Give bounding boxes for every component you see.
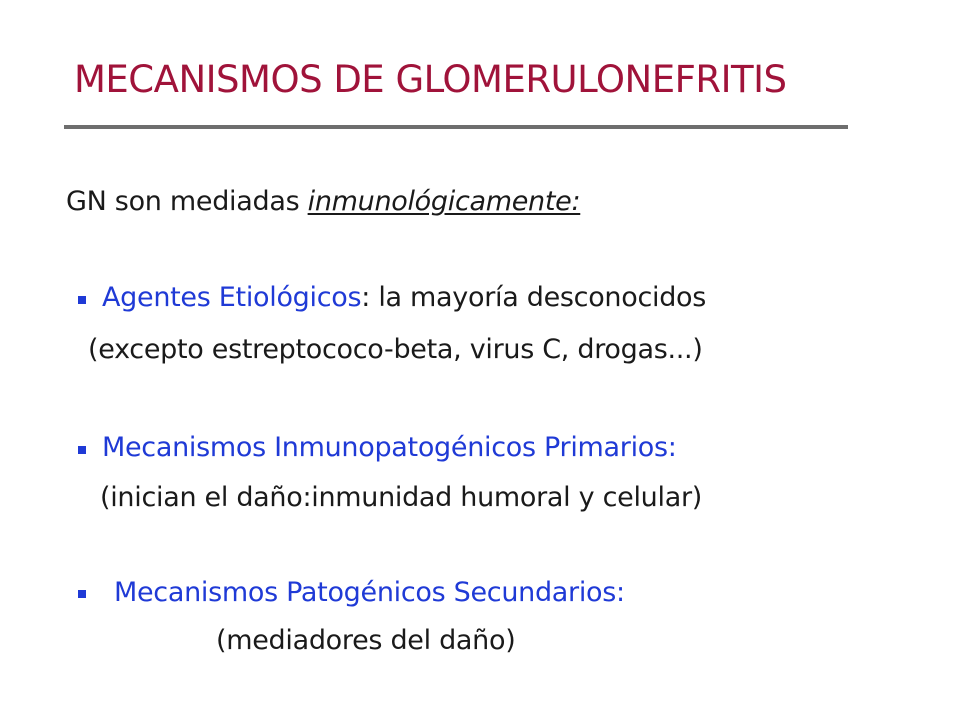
- bullet-1-label: Agentes Etiológicos: [102, 282, 362, 313]
- bullet-2-label: Mecanismos Inmunopatogénicos Primarios:: [102, 432, 677, 463]
- bullet-1-line: [102, 282, 706, 313]
- bullet-2-detail: (inician el daño:inmunidad humoral y celular): [100, 482, 702, 513]
- intro-lead: GN son mediadas: [66, 186, 308, 217]
- slide-title: MECANISMOS DE GLOMERULONEFRITIS: [74, 58, 787, 101]
- intro-line: [66, 186, 580, 217]
- bullet-3-detail: (mediadores del daño): [216, 625, 516, 656]
- bullet-1-detail: (excepto estreptococo-beta, virus C, drogas...): [88, 334, 703, 365]
- bullet-1-rest: : la mayoría desconocidos: [361, 282, 707, 313]
- bullet-3-label: Mecanismos Patogénicos Secundarios:: [114, 577, 625, 608]
- title-divider: [64, 125, 848, 129]
- intro-emphasis: inmunológicamente:: [307, 186, 581, 217]
- square-bullet-icon: [78, 296, 86, 304]
- square-bullet-icon: [78, 590, 86, 598]
- square-bullet-icon: [78, 446, 86, 454]
